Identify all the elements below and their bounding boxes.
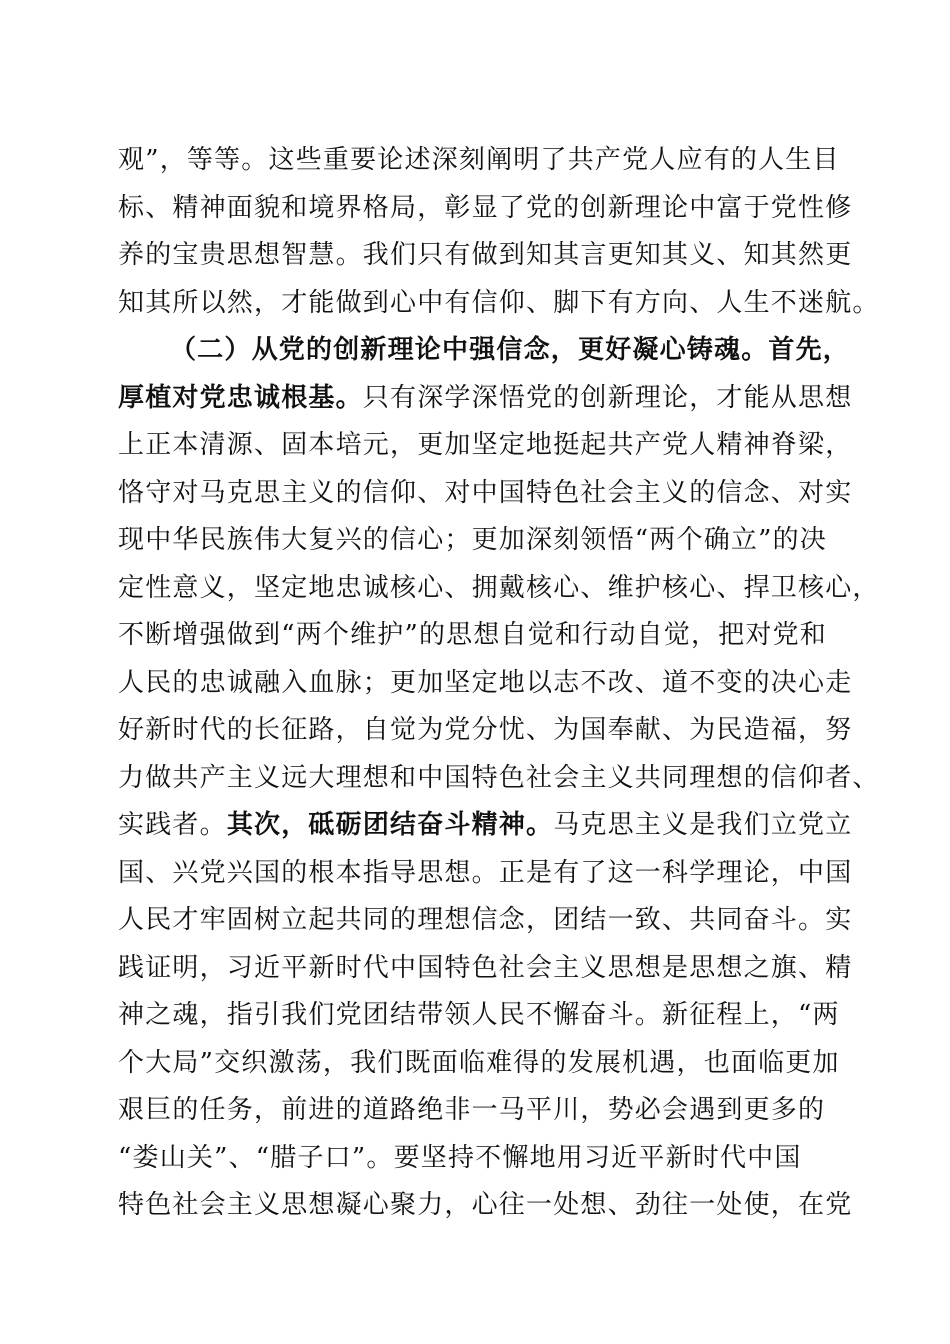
text-run: “娄山关”、“腊子口”。要坚持不懈地用习近平新时代中国 [118,1143,802,1173]
text-run: 上正本清源、固本培元，更加坚定地挺起共产党人精神脊梁， [118,430,853,460]
bold-phrase: 厚植对党忠诚根基。 [118,383,363,413]
text-line [118,851,852,895]
text-line [118,1136,802,1180]
heading-text: （二）从党的创新理论中强信念，更好凝心铸魂。首先， [170,335,851,365]
text-run: 特色社会主义思想凝心聚力，心往一处想、劲往一处使，在党 [118,1190,853,1220]
text-run: 现中华民族伟大复兴的信心；更加深刻领悟“两个确立”的决 [118,525,827,555]
text-run: 力做共产主义远大理想和中国特色社会主义共同理想的信仰者、 [118,763,880,793]
text-line [118,376,852,420]
text-line [118,1041,840,1085]
text-run: 人民才牢固树立起共同的理想信念，团结一致、共同奋斗。实 [118,905,853,935]
text-run: 神之魂，指引我们党团结带领人民不懈奋斗。新征程上，“两 [118,1000,840,1030]
text-line [118,566,880,610]
text-line [118,708,852,752]
text-line [118,1088,825,1132]
text-line [118,518,827,562]
text-line [118,281,880,325]
text-line [118,661,852,705]
text-run: 观”，等等。这些重要论述深刻阐明了共产党人应有的人生目 [118,145,840,175]
text-run: 个大局”交织激荡，我们既面临难得的发展机遇，也面临更加 [118,1048,840,1078]
text-line [118,756,880,800]
text-run: 马克思主义是我们立党立 [553,810,853,840]
text-line [118,613,827,657]
text-line [118,233,852,277]
text-run: 好新时代的长征路，自觉为党分忧、为国奉献、为民造福，努 [118,715,853,745]
text-run: 标、精神面貌和境界格局，彰显了党的创新理论中富于党性修 [118,193,853,223]
text-line [118,138,840,182]
text-run: 只有深学深悟党的创新理论，才能从思想 [362,383,853,413]
text-run: 养的宝贵思想智慧。我们只有做到知其言更知其义、知其然更 [118,240,853,270]
text-line [118,1183,852,1227]
text-run: 定性意义，坚定地忠诚核心、拥戴核心、维护核心、捍卫核心， [118,573,880,603]
text-line [118,803,852,847]
text-run: 践证明，习近平新时代中国特色社会主义思想是思想之旗、精 [118,953,853,983]
text-run: 恪守对马克思主义的信仰、对中国特色社会主义的信念、对实 [118,478,853,508]
text-run: 不断增强做到“两个维护”的思想自觉和行动自觉，把对党和 [118,620,827,650]
text-line [118,946,852,990]
text-line [118,993,840,1037]
text-line [118,471,852,515]
bold-phrase: 其次，砥砺团结奋斗精神。 [226,810,554,840]
text-run: 艰巨的任务，前进的道路绝非一马平川，势必会遇到更多的 [118,1095,826,1125]
section-heading [170,328,850,372]
text-line [118,423,852,467]
text-run: 实践者。 [118,810,227,840]
text-run: 国、兴党兴国的根本指导思想。正是有了这一科学理论，中国 [118,858,853,888]
text-line [118,898,852,942]
text-run: 知其所以然，才能做到心中有信仰、脚下有方向、人生不迷航。 [118,288,880,318]
text-line [118,186,852,230]
text-run: 人民的忠诚融入血脉；更加坚定地以志不改、道不变的决心走 [118,668,853,698]
